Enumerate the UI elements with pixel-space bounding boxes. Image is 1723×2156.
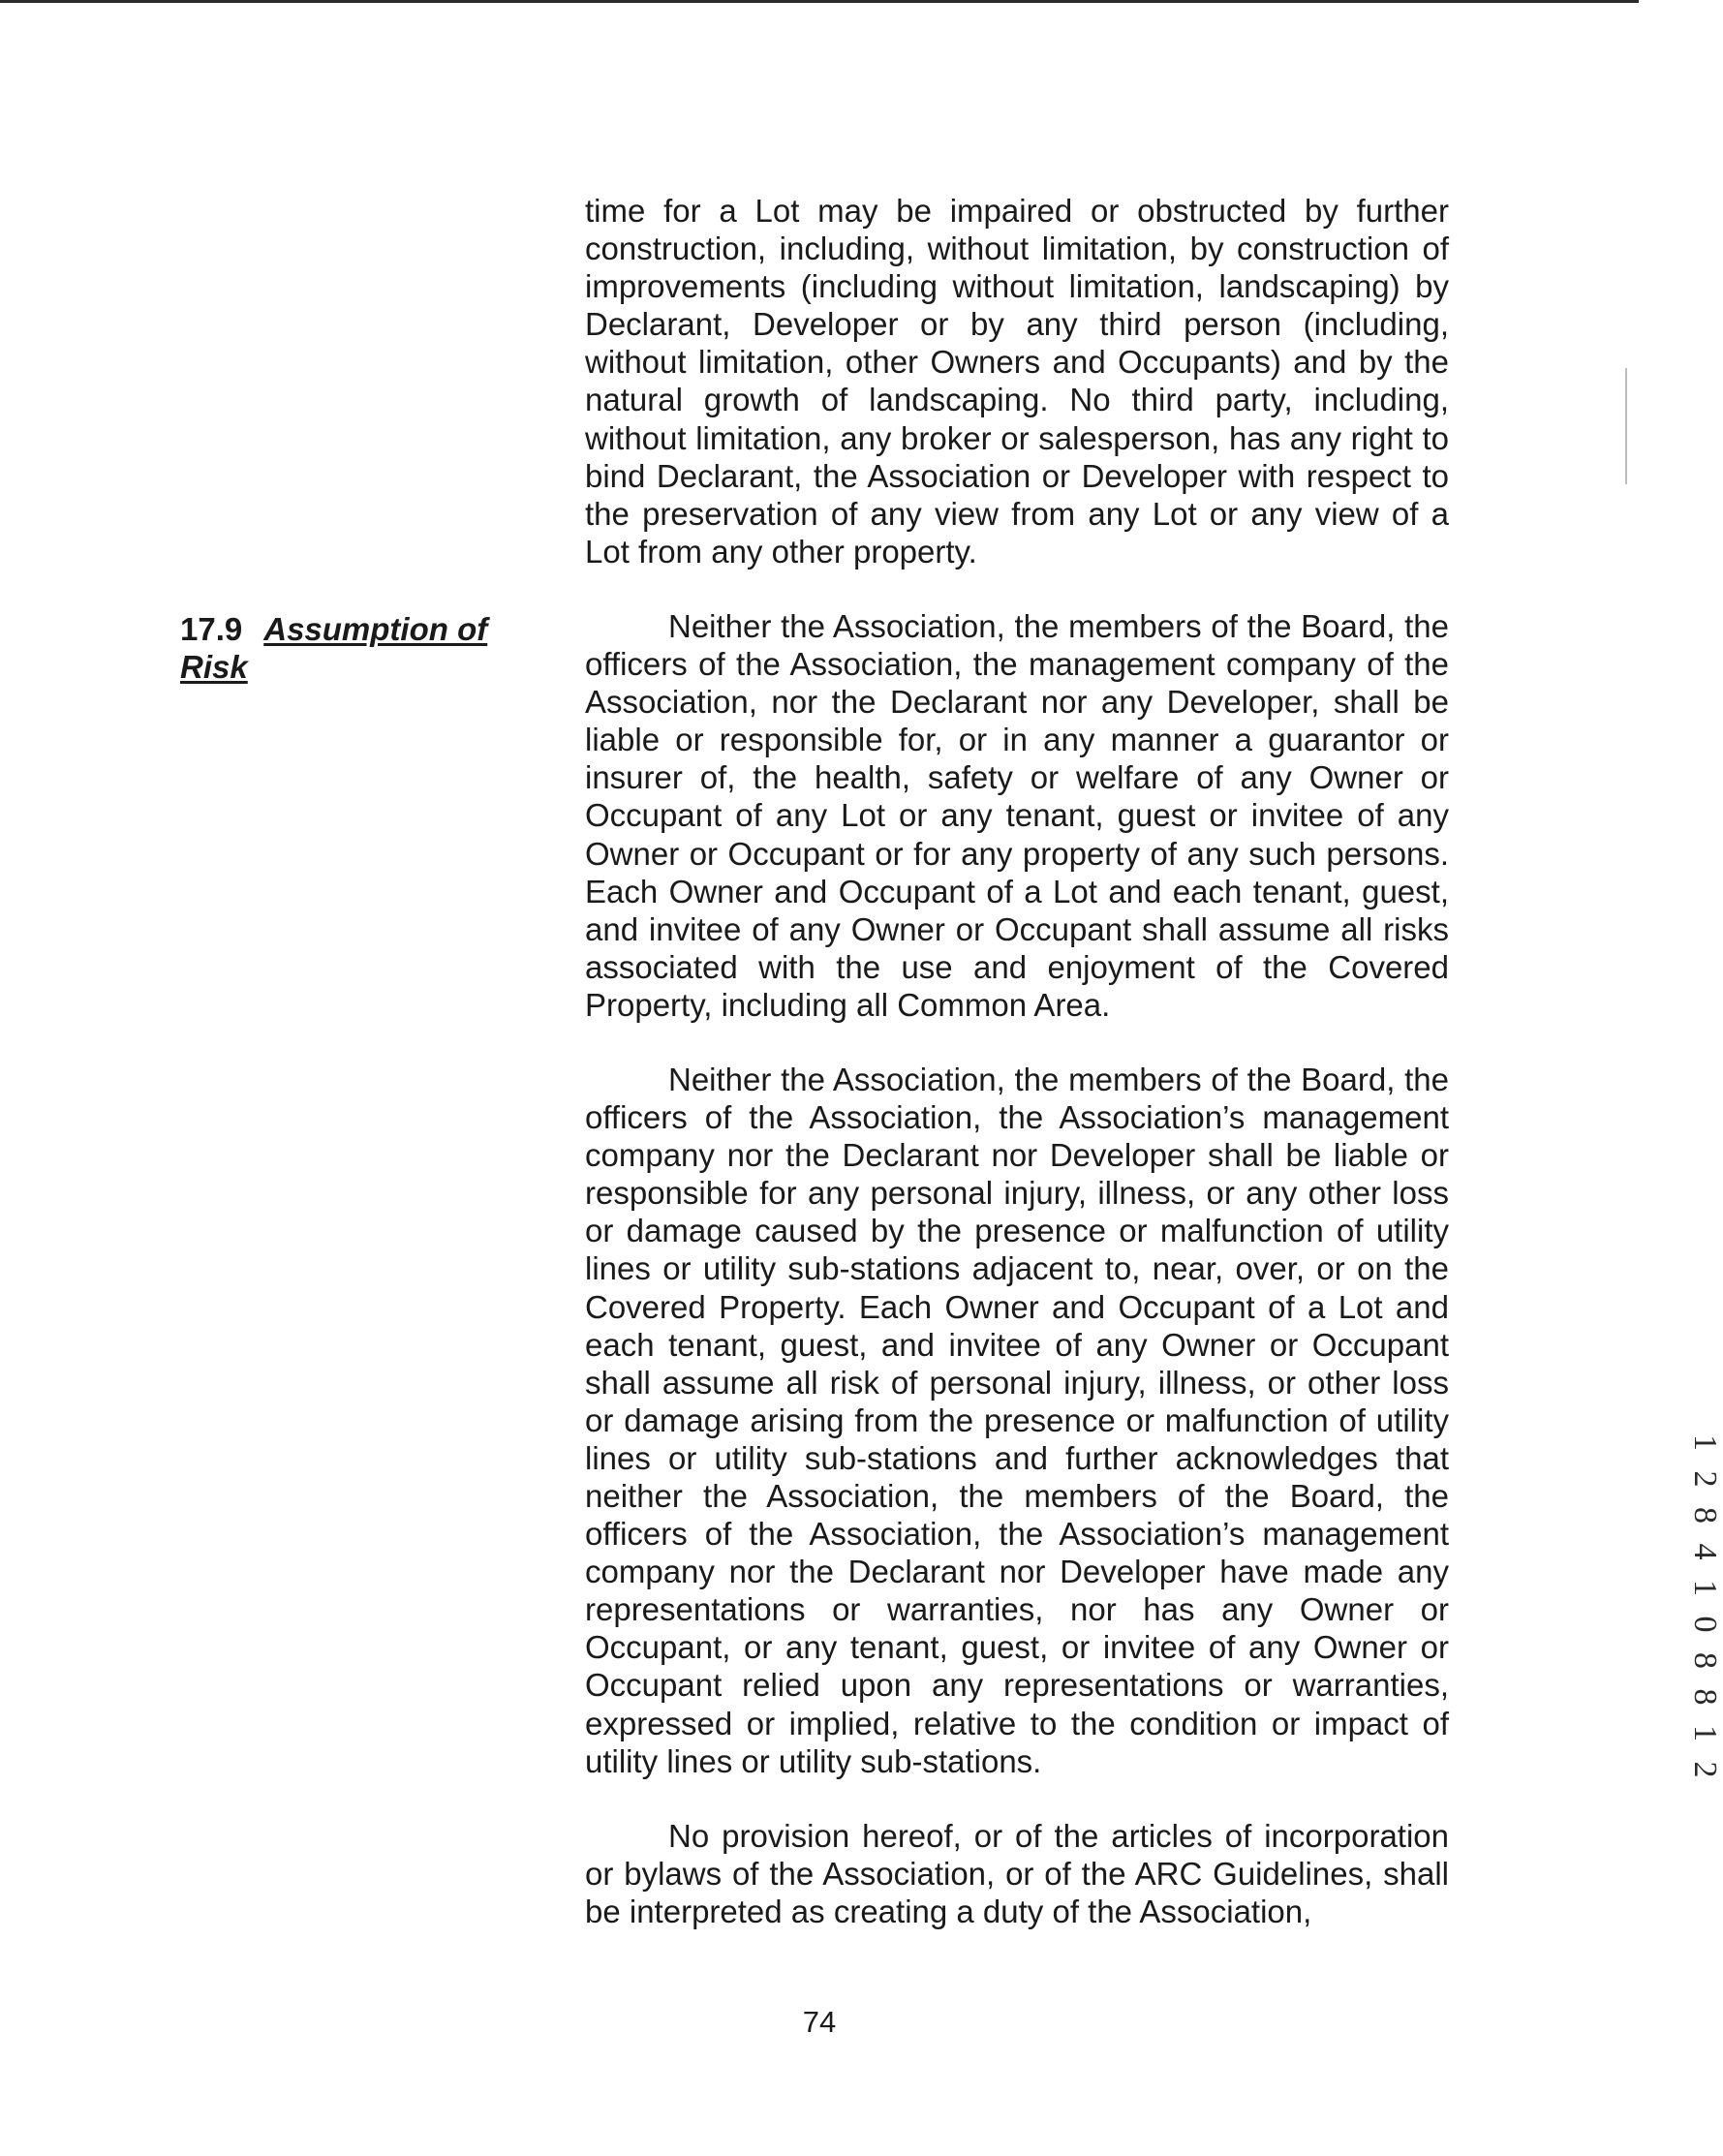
paragraph-utility-lines: Neither the Association, the members of the Board, the officers of the Association, the Association’s management company nor the Declarant nor Developer shall be liable or responsible for any personal injury, illness, or any other loss or damage caused by the presence or malfunction of utility lines or utility sub-stations adjacent to, near, over, or on the Covered Property. Each Owner and Occupant of a Lot and each tenant, guest, and invitee of any Owner or Occupant shall assume all risk of personal injury, illness, or other loss or damage arising from the presence or malfunction of utility lines or utility sub-stations and further acknowledges that neither the Association, the members of the Board, the officers of the Association, the Association’s management company nor the Declarant nor Developer have made any representations or warranties, nor has any Owner or Occupant, or any tenant, guest, or invitee of any Owner or Occupant relied upon any representations or warranties, expressed or implied, relative to the condition or impact of utility lines or utility sub-stations. (585, 1061, 1449, 1779)
page-number: 74 (802, 2005, 837, 2039)
paragraph-no-provision: No provision hereof, or of the articles of incorporation or bylaws of the Association, or of the ARC Guidelines, shall be interpreted as creating a duty of the Association, (585, 1817, 1449, 1929)
scan-top-edge (0, 0, 1639, 3)
recording-stamp-text: 1 2 8 4 1 0 8 8 1 2 (1687, 1434, 1723, 1784)
scan-right-edge (1625, 368, 1627, 484)
section-title-line1: Assumption of (263, 611, 488, 647)
paragraph-liability: Neither the Association, the members of the Board, the officers of the Association, the management company of the Association, nor the Declarant nor any Developer, shall be liable or responsible for, or in any manner a guarantor or insurer of, the health, safety or welfare of any Owner or Occupant of any Lot or any tenant, guest or invitee of any Owner or Occupant or for any property of any such persons. Each Owner and Occupant of a Lot and each tenant, guest, and invitee of any Owner or Occupant shall assume all risks associated with the use and enjoyment of the Covered Property, including all Common Area. (585, 607, 1449, 1023)
body-text-column (585, 192, 1449, 1930)
section-number: 17.9 (180, 611, 243, 647)
recording-stamp (1583, 1434, 1723, 1836)
section-title-line2: Risk (180, 649, 248, 685)
paragraph-continued: time for a Lot may be impaired or obstructed by further construction, including, without limitation, by construction of improvements (including without limitation, landscaping) by Declarant, Developer or by any third person (including, without limitation, other Owners and Occupants) and by the natural growth of landscaping. No third party, including, without limitation, any broker or salesperson, has any right to bind Declarant, the Association or Developer with respect to the preservation of any view from any Lot or any view of a Lot from any other property. (585, 193, 1449, 570)
section-heading (180, 610, 529, 686)
